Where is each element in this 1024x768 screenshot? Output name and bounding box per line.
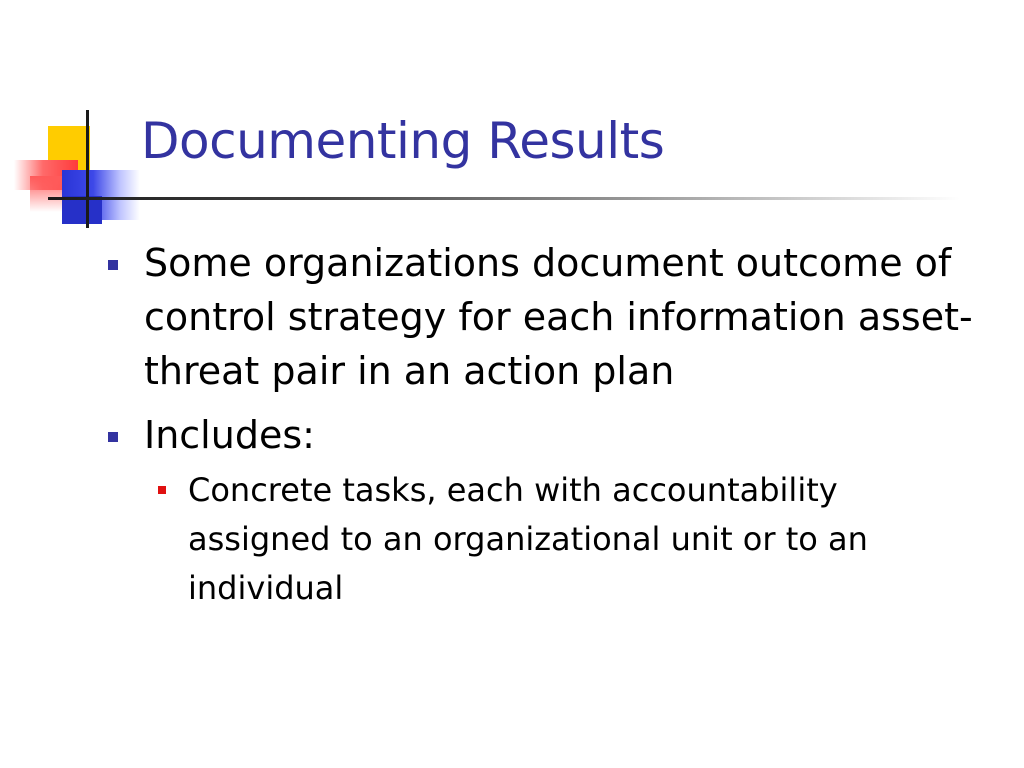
title-underline-rule [48, 197, 960, 200]
square-bullet-icon [108, 260, 118, 270]
blue-block-decoration [62, 196, 102, 224]
sub-bullet-item [188, 466, 948, 613]
sub-bullet-text: Concrete tasks, each with accountability assigned to an organizational unit or to an individual [188, 471, 868, 607]
bullet-item [104, 408, 1004, 462]
decorative-logo [0, 0, 160, 240]
bullet-text: Includes: [144, 413, 315, 457]
red-square-bullet-icon [158, 486, 166, 494]
slide-title: Documenting Results [141, 112, 665, 170]
square-bullet-icon [108, 432, 118, 442]
bullet-text: Some organizations document outcome of control strategy for each information asset-threat pair in an action plan [144, 241, 973, 393]
slide-body [104, 236, 1004, 613]
bullet-item [104, 236, 1004, 398]
vertical-rule [86, 110, 89, 228]
